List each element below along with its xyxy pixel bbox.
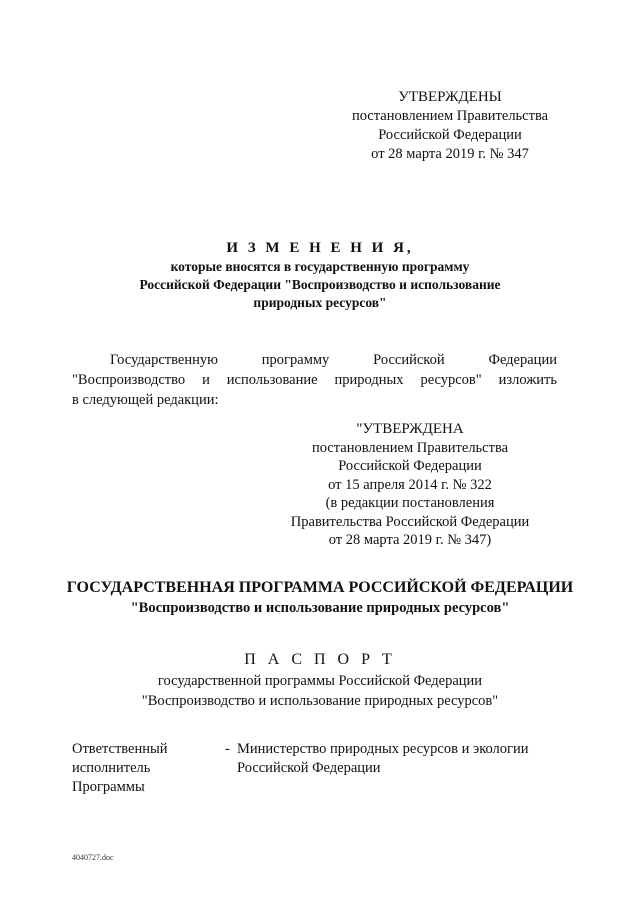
- changes-title: И З М Е Н Е Н И Я,: [226, 240, 414, 256]
- approval-heading: УТВЕРЖДЕНЫ: [398, 89, 502, 105]
- approval-line: (в редакции постановления: [325, 495, 495, 511]
- passport-line: государственной программы Российской Федерации: [157, 673, 483, 689]
- body-word: "Воспроизводство: [72, 372, 186, 388]
- responsible-value-line: Российской Федерации: [237, 760, 381, 776]
- approval-stamp-program: [270, 420, 550, 550]
- responsible-value-line: Министерство природных ресурсов и экологии: [237, 741, 529, 757]
- document-id-footer: 4040727.doc: [72, 853, 114, 862]
- approval-heading: "УТВЕРЖДЕНА: [356, 421, 464, 437]
- responsible-label-line: исполнитель: [72, 760, 151, 776]
- body-word: ресурсов": [420, 372, 482, 388]
- body-word: программу: [261, 352, 330, 368]
- approval-line: Российской Федерации: [378, 127, 522, 143]
- changes-subtitle: [110, 258, 530, 312]
- changes-subtitle-line: природных ресурсов": [253, 295, 387, 310]
- approval-date-number: от 28 марта 2019 г. № 347: [371, 146, 529, 162]
- body-paragraph: [72, 350, 557, 410]
- body-word: изложить: [498, 372, 557, 388]
- body-line: в следующей редакции:: [72, 392, 219, 408]
- passport-heading: П А С П О Р Т: [244, 651, 396, 668]
- responsible-value: [237, 740, 567, 778]
- responsible-label: [72, 740, 222, 797]
- approval-stamp-top: [320, 88, 580, 164]
- approval-line: Российской Федерации: [338, 458, 482, 474]
- body-word: природных: [334, 372, 404, 388]
- body-word: Российской: [373, 352, 445, 368]
- program-subtitle: "Воспроизводство и использование природных ресурсов": [130, 600, 510, 616]
- body-word: использование: [226, 372, 318, 388]
- body-word: Федерации: [488, 352, 557, 368]
- body-line: [72, 350, 557, 370]
- approval-date-number: от 28 марта 2019 г. № 347): [328, 532, 492, 548]
- body-word: и: [202, 372, 210, 388]
- approval-line: постановлением Правительства: [311, 439, 509, 456]
- program-title: ГОСУДАРСТВЕННАЯ ПРОГРАММА РОССИЙСКОЙ ФЕДЕРАЦИИ: [66, 579, 574, 596]
- body-line: [72, 370, 557, 390]
- responsible-dash: -: [225, 741, 230, 757]
- passport-line: "Воспроизводство и использование природных ресурсов": [141, 693, 499, 709]
- program-title-block: [0, 577, 640, 619]
- approval-line: от 15 апреля 2014 г. № 322: [328, 476, 492, 493]
- body-word: Государственную: [110, 352, 218, 368]
- changes-subtitle-line: Российской Федерации "Воспроизводство и использование: [139, 277, 501, 292]
- approval-line: постановлением Правительства: [351, 108, 549, 124]
- responsible-label-line: Программы: [72, 779, 145, 795]
- responsible-label-line: Ответственный: [72, 741, 168, 757]
- approval-line: Правительства Российской Федерации: [290, 513, 530, 530]
- passport-block: [0, 650, 640, 711]
- changes-subtitle-line: которые вносятся в государственную программу: [170, 259, 470, 274]
